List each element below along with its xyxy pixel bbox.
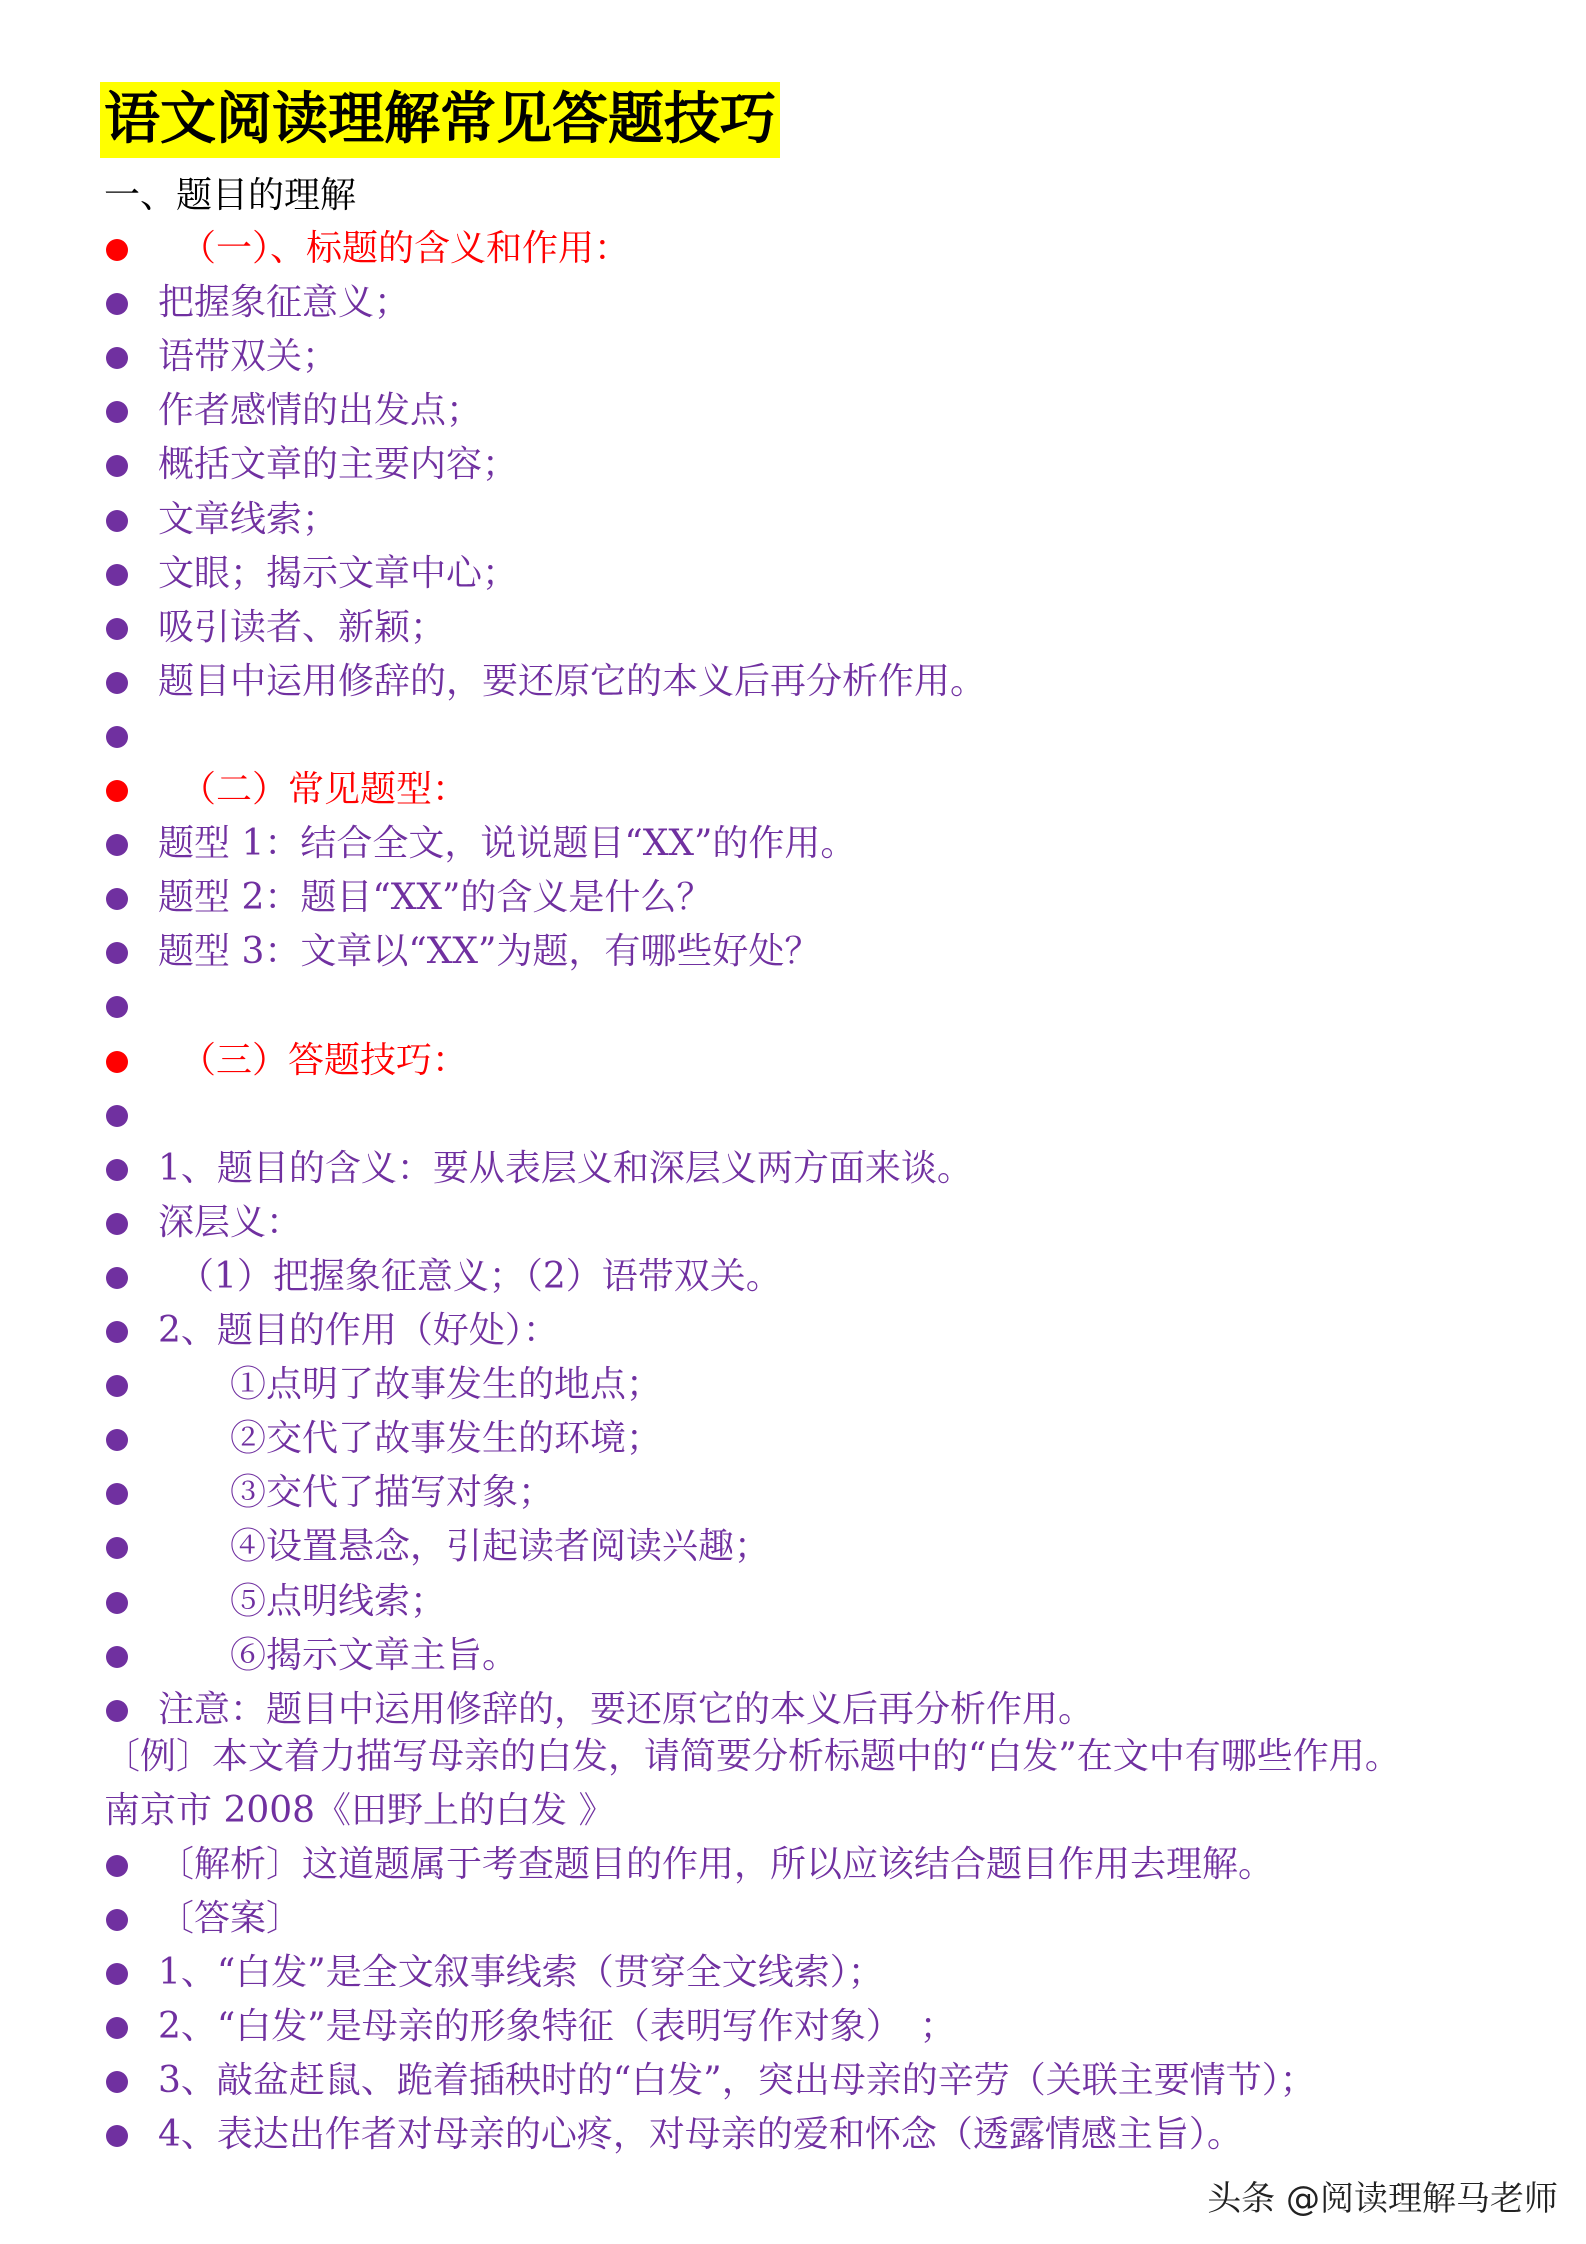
list-item-text: 4、表达出作者对母亲的心疼，对母亲的爱和怀念（透露情感主旨）。 (158, 2114, 1243, 2155)
list-item (0, 1142, 1586, 1196)
list-item (0, 2054, 1586, 2108)
list-item-text: 题型 2：题目“XX”的含义是什么？ (158, 877, 713, 919)
list-item (0, 2000, 1586, 2054)
bullet-icon (106, 2071, 128, 2093)
list-item (0, 547, 1586, 601)
list-item-text: 〔答案〕 (158, 1898, 303, 1939)
bullet-icon (106, 1051, 128, 1073)
list-item (0, 222, 1586, 276)
bullet-icon (106, 1646, 128, 1668)
list-item-text: 2、“白发”是母亲的形象特征（表明写作对象） ； (158, 2006, 956, 2047)
bullet-icon (106, 510, 128, 532)
bullet-icon (106, 1375, 128, 1397)
bullet-icon (106, 996, 128, 1018)
list-item-text: 把握象征意义； (158, 282, 411, 324)
bullet-icon (106, 780, 128, 802)
list-item-text: 文眼；揭示文章中心； (158, 552, 519, 594)
bullet-icon (106, 455, 128, 477)
list-item-text: 1、题目的含义：要从表层义和深层义两方面来谈。 (158, 1147, 973, 1189)
list-item-text: 题型 1：结合全文，说说题目“XX”的作用。 (158, 823, 857, 865)
list-item (0, 1946, 1586, 2000)
list-item (0, 1412, 1586, 1466)
list-item (0, 1466, 1586, 1520)
bullet-icon (106, 618, 128, 640)
list-item (0, 1034, 1586, 1088)
list-item-text: （1）把握象征意义；（2）语带双关。 (178, 1255, 782, 1297)
bullet-icon (106, 293, 128, 315)
list-item-text: ⑥揭示文章主旨。 (230, 1634, 519, 1676)
list-item (0, 1304, 1586, 1358)
list-item (0, 438, 1586, 492)
list-item-text: 文章线索； (158, 498, 339, 540)
list-item (0, 871, 1586, 925)
list-item-text: ②交代了故事发生的环境； (230, 1418, 663, 1460)
bullet-icon (106, 2125, 128, 2147)
bullet-icon (106, 1213, 128, 1235)
bullet-icon (106, 1700, 128, 1722)
bullet-icon (106, 1105, 128, 1127)
bullet-icon (106, 1267, 128, 1289)
bullet-icon (106, 1159, 128, 1181)
list-item-text: （二）常见题型： (180, 769, 469, 810)
list-item-text: 吸引读者、新颖； (158, 606, 447, 648)
list-item (0, 330, 1586, 384)
list-item-text: ⑤点明线索； (230, 1580, 447, 1622)
bullet-icon (106, 1592, 128, 1614)
list-item-text: ④设置悬念，引起读者阅读兴趣； (230, 1526, 771, 1568)
example-question: 〔例〕本文着力描写母亲的白发，请简要分析标题中的“白发”在文中有哪些作用。 (104, 1736, 1401, 1777)
list-item (0, 601, 1586, 655)
list-item (0, 1838, 1586, 1892)
list-item (0, 925, 1586, 979)
list-item-text: 题目中运用修辞的，要还原它的本义后再分析作用。 (158, 660, 987, 702)
bullet-icon (106, 726, 128, 748)
bullet-icon (106, 888, 128, 910)
list-item-text: 2、题目的作用（好处）： (158, 1310, 559, 1351)
bullet-icon (106, 239, 128, 261)
bullet-icon (106, 1321, 128, 1343)
bullet-icon (106, 1855, 128, 1877)
list-item (0, 1892, 1586, 1946)
list-item (0, 817, 1586, 871)
list-item-text: 作者感情的出发点； (158, 390, 483, 432)
list-item (0, 763, 1586, 817)
list-item-text: 注意：题目中运用修辞的，要还原它的本义后再分析作用。 (158, 1688, 1095, 1730)
list-item (0, 709, 1586, 763)
bullet-icon (106, 401, 128, 423)
section-heading: 一、题目的理解 (104, 175, 357, 216)
bullet-icon (106, 942, 128, 964)
bullet-icon (106, 2017, 128, 2039)
list-item-text: 语带双关； (158, 336, 339, 378)
bullet-icon (106, 1537, 128, 1559)
list-item (0, 384, 1586, 438)
example-source: 南京市 2008《田野上的白发 》 (104, 1790, 615, 1831)
list-item (0, 493, 1586, 547)
list-item-text: ③交代了描写对象； (230, 1472, 555, 1514)
page-title: 语文阅读理解常见答题技巧 (100, 82, 780, 158)
list-item (0, 1683, 1586, 1737)
list-item-text: 概括文章的主要内容； (158, 444, 519, 486)
list-item-text: （三）答题技巧： (180, 1039, 469, 1081)
bullet-icon (106, 1483, 128, 1505)
bullet-icon (106, 347, 128, 369)
bullet-icon (106, 1963, 128, 1985)
list-item-text: 3、敲盆赶鼠、跪着插秧时的“白发”，突出母亲的辛劳（关联主要情节）； (158, 2060, 1316, 2101)
list-item-text: 〔解析〕这道题属于考查题目的作用，所以应该结合题目作用去理解。 (158, 1844, 1275, 1885)
watermark: 头条 @阅读理解马老师 (1207, 2179, 1558, 2219)
bullet-icon (106, 1429, 128, 1451)
list-item (0, 1520, 1586, 1574)
list-item (0, 276, 1586, 330)
bullet-icon (106, 564, 128, 586)
bullet-icon (106, 1909, 128, 1931)
list-item-text: 1、“白发”是全文叙事线索（贯穿全文线索）； (158, 1952, 884, 1993)
list-item (0, 1358, 1586, 1412)
list-item (0, 1250, 1586, 1304)
list-item (0, 1575, 1586, 1629)
list-item (0, 1629, 1586, 1683)
list-item (0, 655, 1586, 709)
bullet-icon (106, 672, 128, 694)
list-item (0, 979, 1586, 1033)
list-item-text: 题型 3：文章以“XX”为题，有哪些好处？ (158, 931, 821, 973)
list-item-text: 深层义： (158, 1201, 303, 1243)
list-item (0, 2108, 1586, 2162)
bullet-icon (106, 834, 128, 856)
list-item (0, 1088, 1586, 1142)
list-item-text: ①点明了故事发生的地点； (230, 1364, 663, 1406)
list-item-text: （一）、标题的含义和作用： (180, 228, 631, 269)
list-item (0, 1196, 1586, 1250)
